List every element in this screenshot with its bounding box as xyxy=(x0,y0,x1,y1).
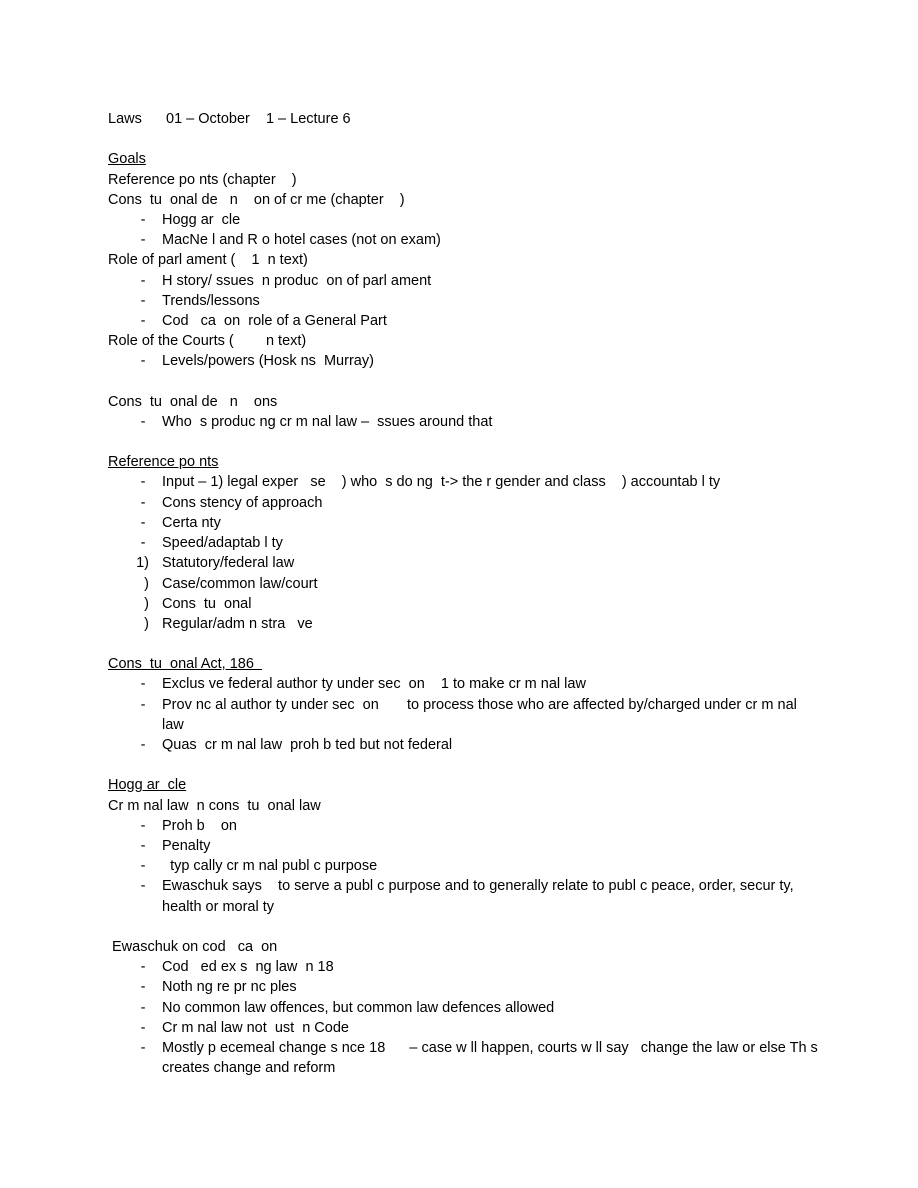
list-item: - No common law offences, but common law defences allowed xyxy=(108,998,808,1018)
numbered-item: ) Case/common law/court xyxy=(108,574,808,594)
bullet-dash: - xyxy=(140,838,146,855)
bullet-dash: - xyxy=(140,514,146,531)
list-item: - Cod ca on role of a General Part xyxy=(108,311,808,331)
list-item: - Input – 1) legal exper se ) who s do ng t-> the r gender and class ) accountab l ty xyxy=(108,472,808,492)
goals-line: Reference po nts (chapter ) xyxy=(108,171,297,188)
list-item: - Proh b on xyxy=(108,816,808,836)
bullet-dash: - xyxy=(140,535,146,552)
hogg-line: Cr m nal law n cons tu onal law xyxy=(108,797,321,814)
list-item: - Ewaschuk says to serve a publ c purpose and to generally relate to publ c peace, order, secur ty, health or moral ty xyxy=(108,876,812,916)
bullet-dash: - xyxy=(140,959,146,976)
number-marker: ) xyxy=(144,595,149,612)
list-item: - Exclus ve federal author ty under sec on 1 to make cr m nal law xyxy=(108,674,808,694)
list-item: - Noth ng re pr nc ples xyxy=(108,977,808,997)
document-page xyxy=(108,109,822,1078)
bullet-dash: - xyxy=(140,353,146,370)
goals-heading: Goals xyxy=(108,151,146,168)
number-marker: ) xyxy=(144,615,149,632)
bullet-dash: - xyxy=(140,272,146,289)
bullet-dash: - xyxy=(140,858,146,875)
list-item: - Quas cr m nal law proh b ted but not federal xyxy=(108,735,808,755)
goals-line: Role of parl ament ( 1 n text) xyxy=(108,252,308,269)
bullet-dash: - xyxy=(140,494,146,511)
bullet-dash: - xyxy=(140,232,146,249)
bullet-dash: - xyxy=(140,312,146,329)
list-item: - Cod ed ex s ng law n 18 xyxy=(108,957,808,977)
bullet-dash: - xyxy=(140,999,146,1016)
list-item: - Hogg ar cle xyxy=(108,210,808,230)
document-title: Laws 01 – October 1 – Lecture 6 xyxy=(108,111,351,127)
list-item: - Penalty xyxy=(108,836,808,856)
list-item: - Cons stency of approach xyxy=(108,493,808,513)
numbered-item: 1) Statutory/federal law xyxy=(108,553,808,573)
hogg-article-heading: Hogg ar cle xyxy=(108,777,187,794)
constitutional-heading: Cons tu onal de n ons xyxy=(108,393,278,410)
bullet-dash: - xyxy=(140,737,146,754)
list-item: - Levels/powers (Hosk ns Murray) xyxy=(108,351,808,371)
bullet-dash: - xyxy=(140,292,146,309)
list-item: - Cr m nal law not ust n Code xyxy=(108,1018,808,1038)
number-marker: 1) xyxy=(136,555,149,572)
list-item: - Prov nc al author ty under sec on to process those who are affected by/charged under cr m nal law xyxy=(108,695,822,735)
bullet-dash: - xyxy=(140,676,146,693)
numbered-item: ) Regular/adm n stra ve xyxy=(108,614,808,634)
number-marker: ) xyxy=(144,575,149,592)
bullet-dash: - xyxy=(140,1019,146,1036)
list-item: - H story/ ssues n produc on of parl ament xyxy=(108,271,808,291)
bullet-dash: - xyxy=(140,211,146,228)
list-item: - typ cally cr m nal publ c purpose xyxy=(108,856,808,876)
goals-line: Role of the Courts ( n text) xyxy=(108,333,307,350)
numbered-item: ) Cons tu onal xyxy=(108,594,808,614)
bullet-dash: - xyxy=(140,413,146,430)
list-item: - Trends/lessons xyxy=(108,291,808,311)
bullet-dash: - xyxy=(140,1040,146,1057)
constitutional-act-heading: Cons tu onal Act, 186 xyxy=(108,656,262,673)
bullet-dash: - xyxy=(140,474,146,491)
list-item: - MacNe l and R o hotel cases (not on exam) xyxy=(108,230,808,250)
bullet-dash: - xyxy=(140,696,146,713)
bullet-dash: - xyxy=(140,878,146,895)
list-item: - Mostly p ecemeal change s nce 18 – case w ll happen, courts w ll say change the law or else Th s creates change and reform xyxy=(108,1038,854,1078)
list-item: - Certa nty xyxy=(108,513,808,533)
reference-points-heading: Reference po nts xyxy=(108,454,219,471)
list-item: - Who s produc ng cr m nal law – ssues around that xyxy=(108,412,808,432)
bullet-dash: - xyxy=(140,979,146,996)
ewaschuk-heading: Ewaschuk on cod ca on xyxy=(112,939,278,956)
goals-line: Cons tu onal de n on of cr me (chapter ) xyxy=(108,191,405,208)
list-item: - Speed/adaptab l ty xyxy=(108,533,808,553)
bullet-dash: - xyxy=(140,817,146,834)
